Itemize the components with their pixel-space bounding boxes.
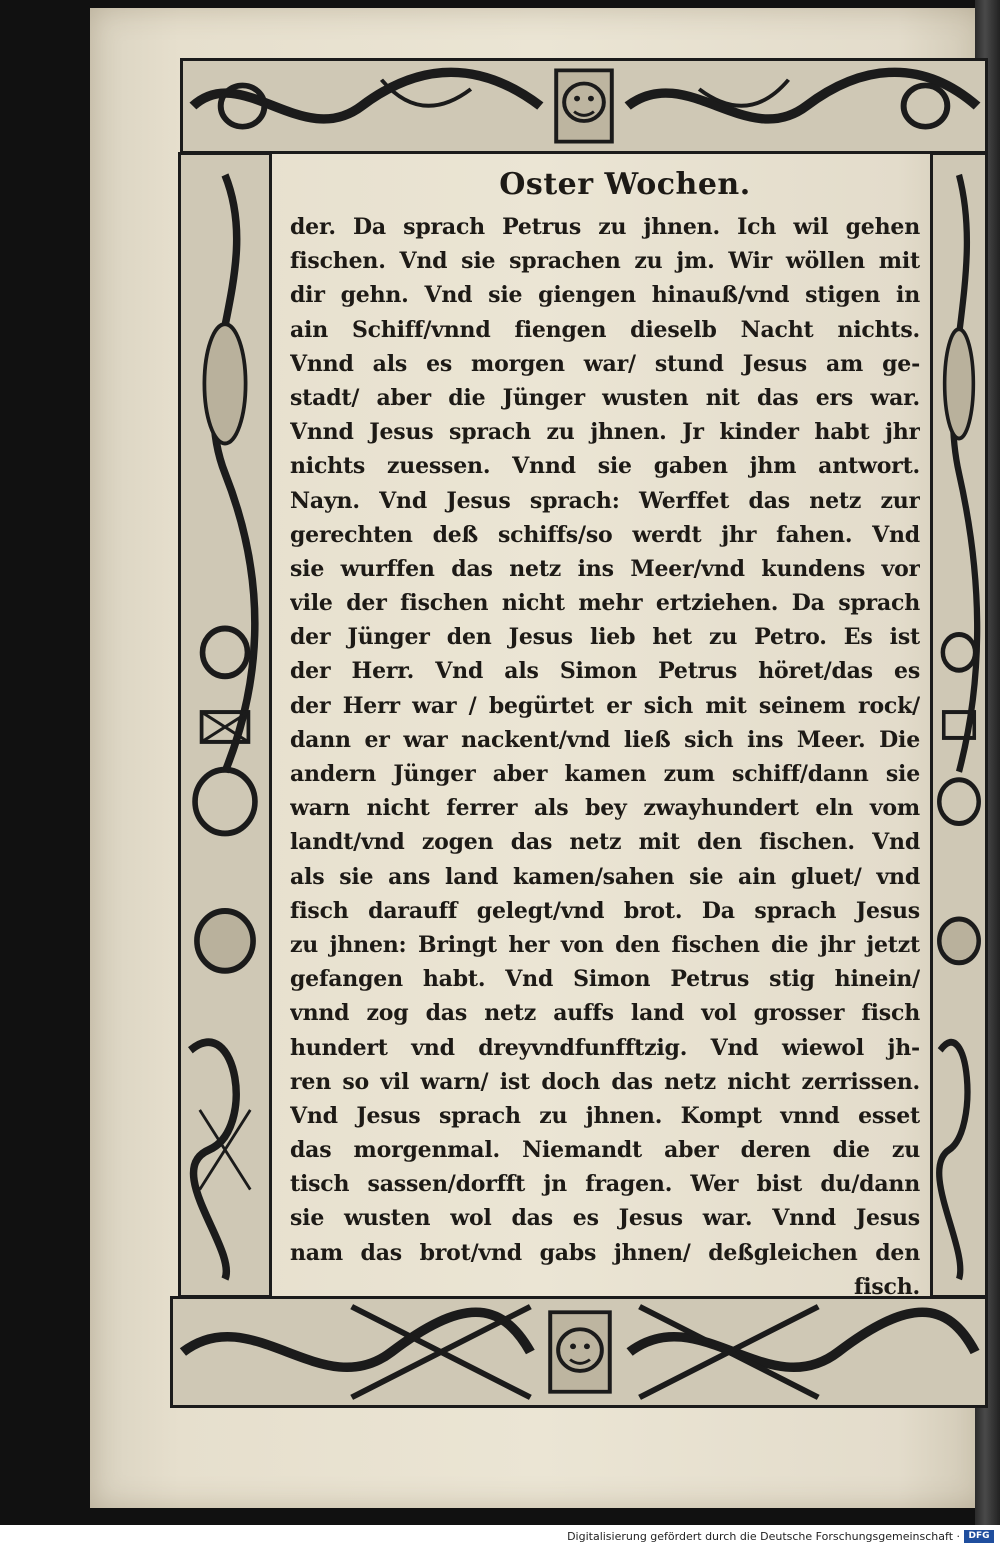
text-line: der Jünger den Jesus lieb het zu Petro. Es ist [290,624,920,651]
text-line: gefangen habt. Vnd Simon Petrus stig hinein/ [290,966,920,993]
woodcut-border-right [930,152,988,1298]
text-line: andern Jünger aber kamen zum schiff/dann sie [290,761,920,787]
text-line: ain Schiff/vnnd fiengen dieselb Nacht nichts. [290,316,920,343]
text-line: tisch sassen/dorfft jn fragen. Wer bist du/dann [290,1171,920,1198]
text-line: Nayn. Vnd Jesus sprach: Werffet das netz zur [290,487,920,514]
text-line: sie wusten wol das es Jesus war. Vnnd Jesus [290,1205,920,1232]
text-line: hundert vnd dreyvndfunfftzig. Vnd wiewol jh- [290,1034,920,1061]
page-heading: Oster Wochen. [499,167,751,202]
text-line: nichts zuessen. Vnnd sie gaben jhm antwort. [290,453,920,480]
text-line: fischen. Vnd sie sprachen zu jm. Wir wöllen mit [290,248,920,275]
text-line: das morgenmal. Niemandt aber deren die zu [290,1137,920,1164]
text-line: zu jhnen: Bringt her von den fischen die jhr jetzt [290,931,920,958]
text-line: sie wurffen das netz ins Meer/vnd kundens vor [290,555,920,582]
text-line: stadt/ aber die Jünger wusten nit das ers war. [290,384,920,411]
funding-notice: Digitalisierung gefördert durch die Deutsche Forschungsgemeinschaft · [567,1530,960,1543]
dfg-logo-icon: DFG [964,1530,994,1543]
text-line: als sie ans land kamen/sahen sie ain gluet/ vnd [290,863,920,890]
text-line: dann er war nackent/vnd ließ sich ins Meer. Die [290,726,920,753]
text-lines [290,210,920,1304]
text-line: warn nicht ferrer als bey zwayhundert eln vom [290,795,920,822]
text-line: der Herr. Vnd als Simon Petrus höret/das es [290,658,920,685]
text-line: der. Da sprach Petrus zu jhnen. Ich wil gehen [290,214,920,240]
woodcut-border-top [180,58,988,154]
text-line: ren so vil warn/ ist doch das netz nicht zerrissen. [290,1068,920,1095]
text-line: Vnnd Jesus sprach zu jhnen. Jr kinder habt jhr [290,419,920,446]
text-block [290,160,920,1300]
text-line: vile der fischen nicht mehr ertziehen. Da sprach [290,590,920,617]
woodcut-border-left [178,152,272,1298]
text-line-catchword: fisch. [853,1273,920,1300]
text-line: Vnnd als es morgen war/ stund Jesus am ge- [290,350,920,377]
text-line: gerechten deß schiffs/so werdt jhr fahen. Vnd [290,521,920,548]
text-line: der Herr war / begürtet er sich mit seinem rock/ [290,692,920,719]
text-line: Vnd Jesus sprach zu jhnen. Kompt vnnd esset [290,1102,920,1129]
text-line: dir gehn. Vnd sie giengen hinauß/vnd stigen in [290,282,920,309]
text-line: vnnd zog das netz auffs land vol grosser fisch [290,1000,920,1027]
text-line: fisch darauff gelegt/vnd brot. Da sprach Jesus [290,897,920,924]
text-line: landt/vnd zogen das netz mit den fischen. Vnd [290,829,920,856]
footer-bar [0,1525,1000,1548]
woodcut-border-bottom [170,1296,988,1408]
text-line: nam das brot/vnd gabs jhnen/ deßgleichen den [290,1239,920,1266]
